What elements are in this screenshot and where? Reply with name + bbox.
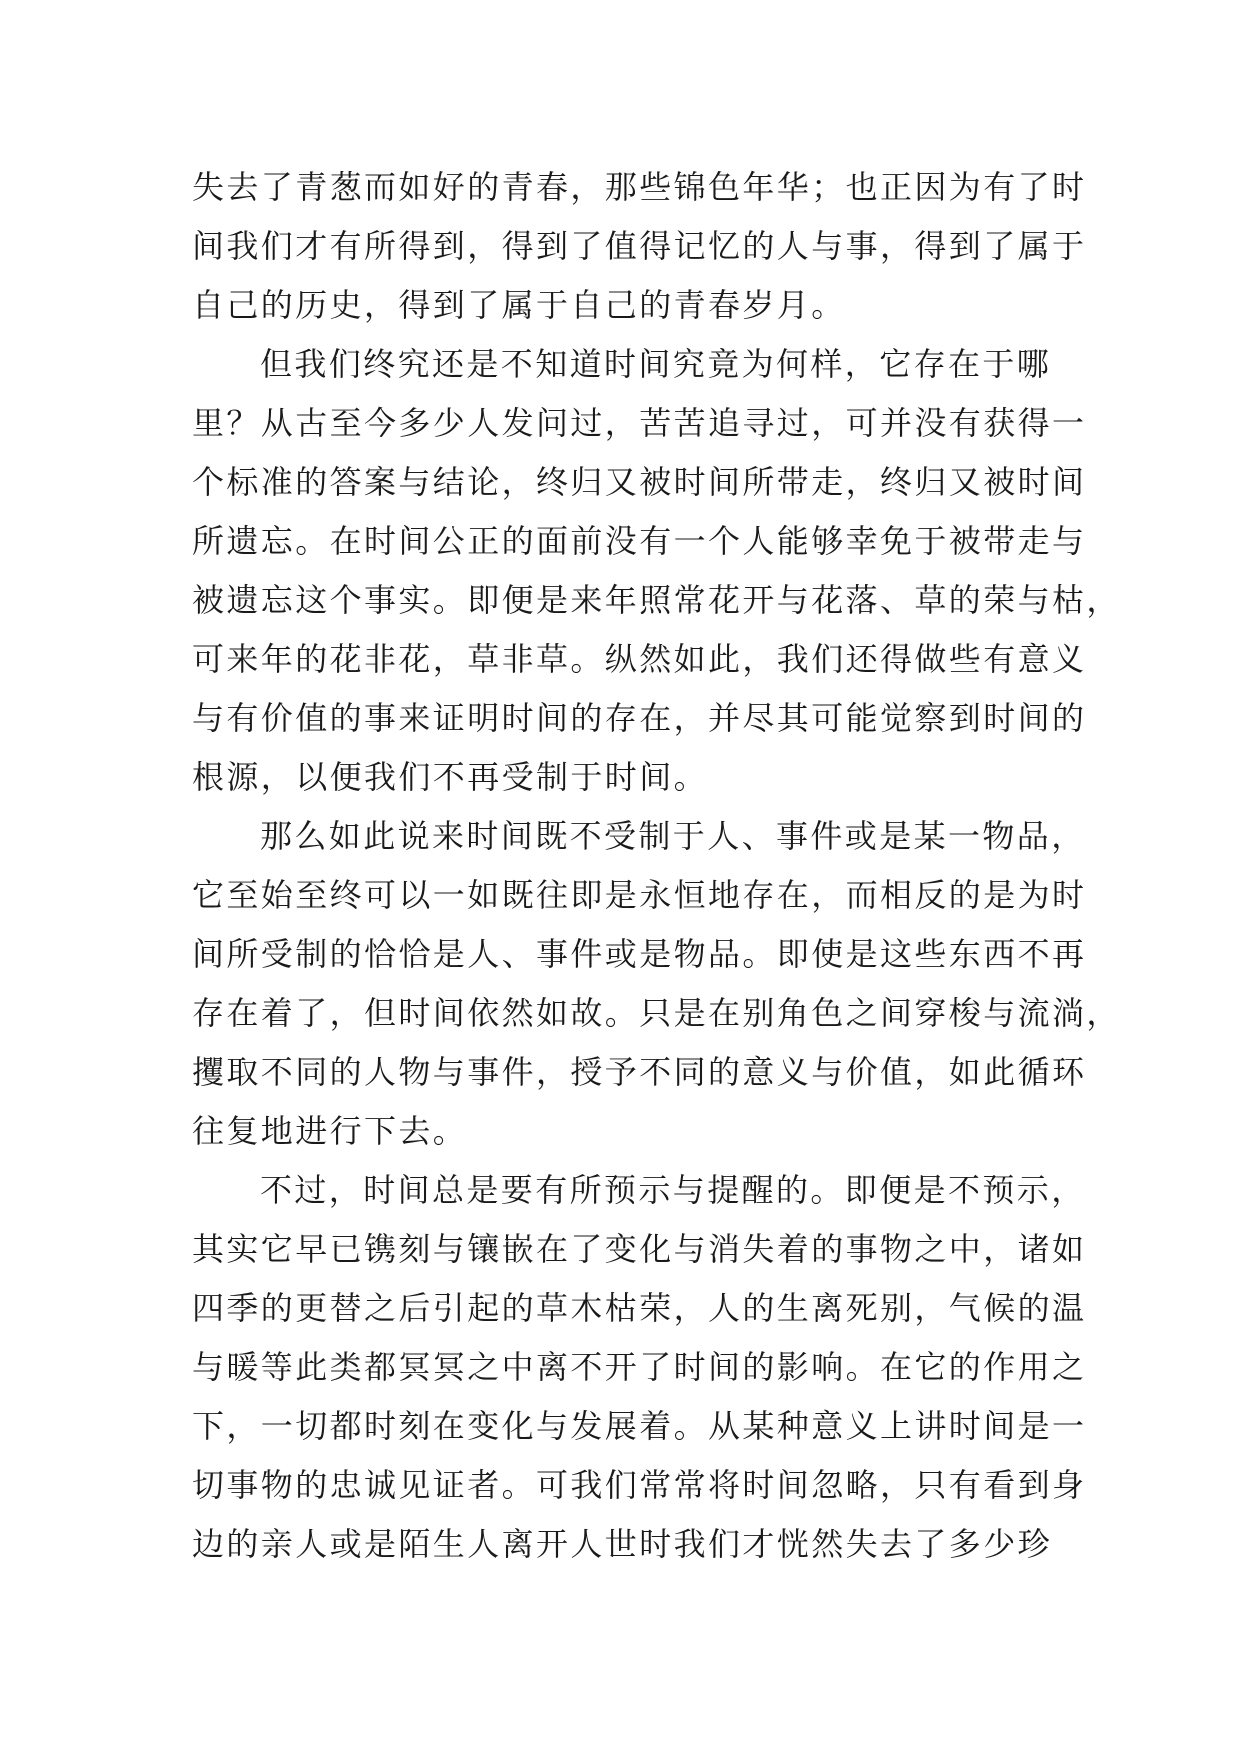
text-line: 与有价值的事来证明时间的存在，并尽其可能觉察到时间的 (192, 699, 1087, 737)
document-body (192, 158, 1121, 1574)
text-line: 下，一切都时刻在变化与发展着。从某种意义上讲时间是一 (192, 1407, 1087, 1445)
text-line: 可来年的花非花，草非草。纵然如此，我们还得做些有意义 (192, 640, 1087, 678)
text-line: 间所受制的恰恰是人、事件或是物品。即使是这些东西不再 (192, 935, 1087, 973)
text-line: 失去了青葱而如好的青春，那些锦色年华；也正因为有了时 (192, 168, 1087, 206)
text-line: 个标准的答案与结论，终归又被时间所带走，终归又被时间 (192, 463, 1087, 501)
text-line: 自己的历史，得到了属于自己的青春岁月。 (192, 286, 846, 324)
text-line: 根源，以便我们不再受制于时间。 (192, 758, 709, 796)
text-line: 存在着了，但时间依然如故。只是在别角色之间穿梭与流淌， (192, 994, 1121, 1032)
text-line: 间我们才有所得到，得到了值得记忆的人与事，得到了属于 (192, 227, 1087, 265)
text-line: 往复地进行下去。 (192, 1112, 468, 1150)
text-line: 其实它早已镌刻与镶嵌在了变化与消失着的事物之中，诸如 (192, 1230, 1087, 1268)
text-line: 边的亲人或是陌生人离开人世时我们才恍然失去了多少珍 (192, 1525, 1053, 1563)
text-line: 所遗忘。在时间公正的面前没有一个人能够幸免于被带走与 (192, 522, 1087, 560)
text-line: 攫取不同的人物与事件，授予不同的意义与价值，如此循环 (192, 1053, 1087, 1091)
text-line: 与暖等此类都冥冥之中离不开了时间的影响。在它的作用之 (192, 1348, 1087, 1386)
text-line: 里？从古至今多少人发问过，苦苦追寻过，可并没有获得一 (192, 404, 1087, 442)
text-line: 那么如此说来时间既不受制于人、事件或是某一物品， (260, 817, 1086, 855)
text-line: 四季的更替之后引起的草木枯荣，人的生离死别，气候的温 (192, 1289, 1087, 1327)
text-line: 不过，时间总是要有所预示与提醒的。即便是不预示， (260, 1171, 1086, 1209)
text-line: 切事物的忠诚见证者。可我们常常将时间忽略，只有看到身 (192, 1466, 1087, 1504)
text-line: 但我们终究还是不知道时间究竟为何样，它存在于哪 (260, 345, 1052, 383)
text-line: 它至始至终可以一如既往即是永恒地存在，而相反的是为时 (192, 876, 1087, 914)
text-line: 被遗忘这个事实。即便是来年照常花开与花落、草的荣与枯， (192, 581, 1121, 619)
